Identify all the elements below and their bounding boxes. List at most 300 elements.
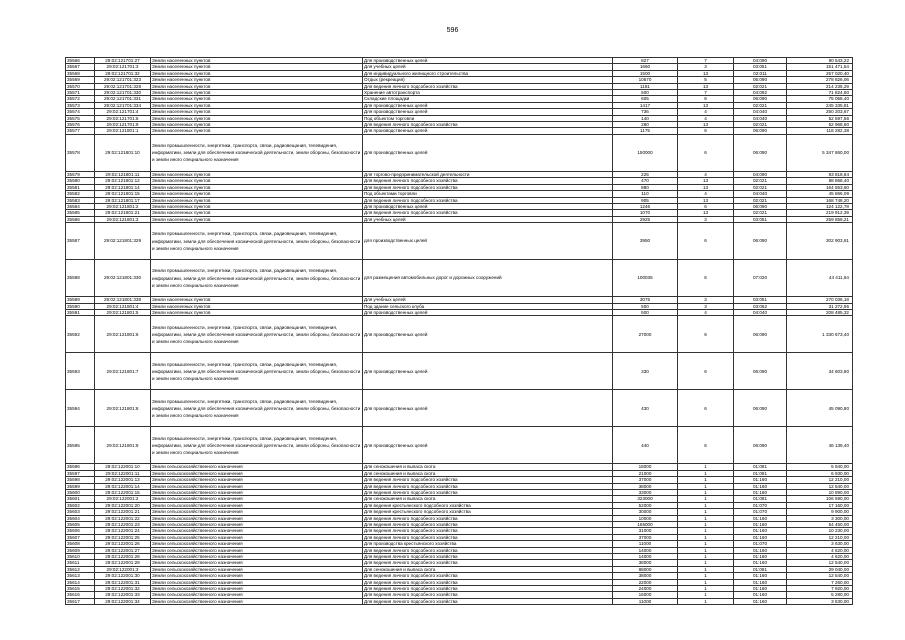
code-cell: 04:090 <box>734 58 787 64</box>
code-cell: 03:051 <box>734 216 787 222</box>
permitted-use-cell: Для производственных целей <box>363 58 613 64</box>
land-category-cell: Земли населенных пунктов <box>151 77 363 83</box>
row-number-cell: 35610 <box>66 554 95 560</box>
code-cell: 01:160 <box>734 586 787 592</box>
code-cell: 01:070 <box>734 502 787 508</box>
cadastral-number-cell: 29:02:121701:6 <box>95 115 151 121</box>
cadastral-number-cell: 29:02:121801:338 <box>95 297 151 303</box>
row-number-cell: 35581 <box>66 184 95 190</box>
permitted-use-cell: Для ведения личного подсобного хозяйства <box>363 554 613 560</box>
permitted-use-cell: Для производственных целей <box>363 427 613 464</box>
cadastral-value-cell: 208 485,32 <box>787 309 853 315</box>
area-cell: 605 <box>613 96 678 102</box>
permitted-use-cell: Для ведения личного подсобного хозяйства <box>363 560 613 566</box>
permitted-use-cell: Отдых (рекреация) <box>363 77 613 83</box>
land-category-cell: Земли населенных пунктов <box>151 96 363 102</box>
cadastral-number-cell: 29:02:121801:15 <box>95 191 151 197</box>
group-cell: 3 <box>678 297 734 303</box>
table-row <box>66 134 853 171</box>
cadastral-number-cell: 29:02:122001:32 <box>95 586 151 592</box>
land-category-cell: Земли населенных пунктов <box>151 109 363 115</box>
row-number-cell: 35597 <box>66 470 95 476</box>
row-number-cell: 35593 <box>66 353 95 390</box>
cadastral-value-cell: 71 824,60 <box>787 90 853 96</box>
group-cell: 7 <box>678 90 734 96</box>
land-category-cell: Земли сельскохозяйственного назначения <box>151 592 363 598</box>
permitted-use-cell: Для ведения личного подсобного хозяйства <box>363 573 613 579</box>
code-cell: 01:081 <box>734 464 787 470</box>
cadastral-number-cell: 29:02:122001:13 <box>95 477 151 483</box>
code-cell: 01:160 <box>734 528 787 534</box>
land-category-cell: Земли населенных пунктов <box>151 102 363 108</box>
code-cell: 04:040 <box>734 191 787 197</box>
area-cell: 330 <box>613 353 678 390</box>
code-cell: 01:160 <box>734 534 787 540</box>
cadastral-value-cell: 34 603,80 <box>787 353 853 390</box>
cadastral-value-cell: 52 968,80 <box>787 122 853 128</box>
cadastral-value-cell: 90 543,22 <box>787 58 853 64</box>
row-number-cell: 35569 <box>66 77 95 83</box>
code-cell: 06:090 <box>734 134 787 171</box>
cadastral-number-cell: 29:02:121801:17 <box>95 197 151 203</box>
row-number-cell: 35603 <box>66 509 95 515</box>
cadastral-value-cell: 12 540,00 <box>787 483 853 489</box>
permitted-use-cell: Для производственных целей <box>363 353 613 390</box>
group-cell: 1 <box>678 592 734 598</box>
row-number-cell: 35613 <box>66 573 95 579</box>
group-cell: 3 <box>678 64 734 70</box>
cadastral-value-cell: 88 868,40 <box>787 178 853 184</box>
land-category-cell: Земли населенных пунктов <box>151 184 363 190</box>
row-number-cell: 35586 <box>66 216 95 222</box>
land-category-cell: Земли промышленности, энергетики, транспорта, связи, радиовещания, телевидения, информатики, земли для обеспечения космической деятельности, земли обороны, безопасности и земли иного специального назначения <box>151 260 363 297</box>
row-number-cell: 35608 <box>66 541 95 547</box>
land-category-cell: Земли населенных пунктов <box>151 197 363 203</box>
row-number-cell: 35596 <box>66 464 95 470</box>
cadastral-number-cell: 29:02:121801:14 <box>95 184 151 190</box>
cadastral-number-cell: 29:02:122001:26 <box>95 541 151 547</box>
cadastral-value-cell: 3 300,00 <box>787 515 853 521</box>
land-category-cell: Земли населенных пунктов <box>151 171 363 177</box>
group-cell: 1 <box>678 579 734 585</box>
table-body <box>66 58 853 605</box>
group-cell: 1 <box>678 502 734 508</box>
cadastral-number-cell: 29:02:121801:10 <box>95 134 151 171</box>
permitted-use-cell: Для ведения личного подсобного хозяйства <box>363 547 613 553</box>
area-cell: 880 <box>613 184 678 190</box>
land-category-cell: Земли промышленности, энергетики, транспорта, связи, радиовещания, телевидения, информатики, земли для обеспечения космической деятельности, земли обороны, безопасности и земли иного специального назначения <box>151 353 363 390</box>
row-number-cell: 35579 <box>66 171 95 177</box>
land-category-cell: Земли населенных пунктов <box>151 70 363 76</box>
cadastral-value-cell: 151 471,54 <box>787 64 853 70</box>
group-cell: 1 <box>678 598 734 604</box>
code-cell: 02:021 <box>734 197 787 203</box>
group-cell: 1 <box>678 489 734 495</box>
code-cell: 06:090 <box>734 96 787 102</box>
cadastral-number-cell: 29:02:121701:27 <box>95 58 151 64</box>
permitted-use-cell: Для ведения крестьянского подсобного хозяйства <box>363 509 613 515</box>
cadastral-number-cell: 29:02:122001:34 <box>95 598 151 604</box>
group-cell: 5 <box>678 77 734 83</box>
cadastral-number-cell: 29:02:121801:21 <box>95 210 151 216</box>
area-cell: 100035 <box>613 260 678 297</box>
code-cell: 01:160 <box>734 547 787 553</box>
land-category-cell: Земли населенных пунктов <box>151 58 363 64</box>
permitted-use-cell: Для ведения личного подсобного хозяйства <box>363 489 613 495</box>
row-number-cell: 35612 <box>66 566 95 572</box>
table-row <box>66 316 853 353</box>
area-cell: 1070 <box>613 210 678 216</box>
cadastral-value-cell: 12 210,00 <box>787 534 853 540</box>
area-cell: 33000 <box>613 489 678 495</box>
cadastral-number-cell: 29:02:122001:15 <box>95 489 151 495</box>
cadastral-value-cell: 54 450,00 <box>787 522 853 528</box>
area-cell: 440 <box>613 427 678 464</box>
land-category-cell: Земли населенных пунктов <box>151 128 363 134</box>
cadastral-value-cell: 9 900,00 <box>787 509 853 515</box>
area-cell: 37000 <box>613 477 678 483</box>
table-row <box>66 223 853 260</box>
group-cell: 6 <box>678 260 734 297</box>
group-cell: 1 <box>678 573 734 579</box>
land-category-cell: Земли населенных пунктов <box>151 303 363 309</box>
area-cell: 1181 <box>613 83 678 89</box>
row-number-cell: 35570 <box>66 83 95 89</box>
group-cell: 6 <box>678 390 734 427</box>
code-cell: 01:160 <box>734 522 787 528</box>
group-cell: 4 <box>678 309 734 315</box>
cadastral-number-cell: 29:02:121701:3 <box>95 64 151 70</box>
cadastral-number-cell: 29:02:122001:33 <box>95 592 151 598</box>
land-category-cell: Земли сельскохозяйственного назначения <box>151 573 363 579</box>
permitted-use-cell: Для производства крестьянского хозяйства <box>363 541 613 547</box>
area-cell: 14000 <box>613 554 678 560</box>
permitted-use-cell: Для ведения личного подсобного хозяйства <box>363 477 613 483</box>
cadastral-number-cell: 29:02:122001:14 <box>95 483 151 489</box>
area-cell: 225 <box>613 171 678 177</box>
cadastral-number-cell: 29:02:122001:23 <box>95 522 151 528</box>
land-category-cell: Земли сельскохозяйственного назначения <box>151 502 363 508</box>
cadastral-number-cell: 29:02:121801:3 <box>95 216 151 222</box>
area-cell: 31000 <box>613 528 678 534</box>
land-category-cell: Земли сельскохозяйственного назначения <box>151 470 363 476</box>
code-cell: 01:081 <box>734 566 787 572</box>
land-category-cell: Земли сельскохозяйственного назначения <box>151 489 363 495</box>
land-category-cell: Земли сельскохозяйственного назначения <box>151 560 363 566</box>
cadastral-value-cell: 75 058,40 <box>787 96 853 102</box>
land-category-cell: Земли промышленности, энергетики, транспорта, связи, радиовещания, телевидения, информатики, земли для обеспечения космической деятельности, земли обороны, безопасности и земли иного специального назначения <box>151 134 363 171</box>
cadastral-number-cell: 29:02:121701:328 <box>95 83 151 89</box>
group-cell: 13 <box>678 178 734 184</box>
code-cell: 02:021 <box>734 210 787 216</box>
cadastral-value-cell: 7 260,00 <box>787 579 853 585</box>
cadastral-number-cell: 29:02:121701:334 <box>95 102 151 108</box>
cadastral-number-cell: 29:02:122001:25 <box>95 534 151 540</box>
group-cell: 1 <box>678 496 734 502</box>
group-cell: 13 <box>678 83 734 89</box>
row-number-cell: 35585 <box>66 210 95 216</box>
land-category-cell: Земли населенных пунктов <box>151 203 363 209</box>
cadastral-number-cell: 29:02:122001:3 <box>95 566 151 572</box>
code-cell: 01:070 <box>734 541 787 547</box>
code-cell: 06:090 <box>734 223 787 260</box>
cadastral-number-cell: 29:02:121801:4 <box>95 303 151 309</box>
cadastral-number-cell: 29:02:122001:30 <box>95 573 151 579</box>
cadastral-number-cell: 29:02:122001:22 <box>95 515 151 521</box>
permitted-use-cell: Для производственных целей <box>363 203 613 209</box>
row-number-cell: 35582 <box>66 191 95 197</box>
permitted-use-cell: Для ведения личного подсобного хозяйства <box>363 592 613 598</box>
cadastral-value-cell: 245 335,81 <box>787 102 853 108</box>
area-cell: 22000 <box>613 579 678 585</box>
permitted-use-cell: Для ведения личного подсобного хозяйства <box>363 515 613 521</box>
permitted-use-cell: Для сенокошения и выпаса скота <box>363 470 613 476</box>
row-number-cell: 35589 <box>66 297 95 303</box>
cadastral-number-cell: 29:02:121701:323 <box>95 77 151 83</box>
cadastral-value-cell: 214 235,29 <box>787 83 853 89</box>
area-cell: 3075 <box>613 297 678 303</box>
code-cell: 01:081 <box>734 470 787 476</box>
cadastral-table <box>65 57 853 605</box>
cadastral-number-cell: 29:02:121801:329 <box>95 223 151 260</box>
permitted-use-cell: Складские площадки <box>363 96 613 102</box>
cadastral-number-cell: 29:02:122001:2 <box>95 496 151 502</box>
code-cell: 01:160 <box>734 579 787 585</box>
group-cell: 1 <box>678 547 734 553</box>
cadastral-value-cell: 168 748,20 <box>787 197 853 203</box>
group-cell: 1 <box>678 477 734 483</box>
row-number-cell: 35590 <box>66 303 95 309</box>
code-cell: 01:160 <box>734 573 787 579</box>
cadastral-number-cell: 29:02:121801:12 <box>95 178 151 184</box>
area-cell: 52000 <box>613 502 678 508</box>
land-category-cell: Земли сельскохозяйственного назначения <box>151 598 363 604</box>
permitted-use-cell: Для ведения личного подсобного хозяйства <box>363 534 613 540</box>
cadastral-value-cell: 4 620,00 <box>787 547 853 553</box>
group-cell: 1 <box>678 566 734 572</box>
code-cell: 01:160 <box>734 554 787 560</box>
area-cell: 27000 <box>613 316 678 353</box>
code-cell: 01:160 <box>734 560 787 566</box>
permitted-use-cell: Для ведения личного подсобного хозяйства <box>363 522 613 528</box>
cadastral-number-cell: 29:02:122001:29 <box>95 560 151 566</box>
land-category-cell: Земли населенных пунктов <box>151 83 363 89</box>
permitted-use-cell: Под объектом торговли <box>363 115 613 121</box>
code-cell: 01:160 <box>734 477 787 483</box>
permitted-use-cell: Для сенокошения и выпаса скота <box>363 496 613 502</box>
permitted-use-cell: Для производственных целей <box>363 316 613 353</box>
permitted-use-cell: Для производственных целей <box>363 128 613 134</box>
cadastral-value-cell: 250 203,67 <box>787 109 853 115</box>
cadastral-number-cell: 29:02:122001:21 <box>95 509 151 515</box>
cadastral-number-cell: 29:02:122001:28 <box>95 554 151 560</box>
code-cell: 01:160 <box>734 598 787 604</box>
code-cell: 06:090 <box>734 128 787 134</box>
group-cell: 6 <box>678 353 734 390</box>
row-number-cell: 35607 <box>66 534 95 540</box>
row-number-cell: 35583 <box>66 197 95 203</box>
row-number-cell: 35598 <box>66 477 95 483</box>
group-cell: 6 <box>678 203 734 209</box>
permitted-use-cell: Хранение автотранспорта <box>363 90 613 96</box>
cadastral-value-cell: 5 940,00 <box>787 464 853 470</box>
row-number-cell: 35566 <box>66 58 95 64</box>
code-cell: 02:011 <box>734 70 787 76</box>
cadastral-value-cell: 12 210,00 <box>787 477 853 483</box>
code-cell: 02:021 <box>734 102 787 108</box>
group-cell: 1 <box>678 515 734 521</box>
land-category-cell: Земли населенных пунктов <box>151 64 363 70</box>
group-cell: 13 <box>678 184 734 190</box>
cadastral-number-cell: 29:02:121701:9 <box>95 122 151 128</box>
cadastral-number-cell: 29:02:122001:11 <box>95 470 151 476</box>
group-cell: 1 <box>678 528 734 534</box>
area-cell: 500 <box>613 309 678 315</box>
area-cell: 3950 <box>613 223 678 260</box>
code-cell: 07:020 <box>734 260 787 297</box>
group-cell: 1 <box>678 522 734 528</box>
permitted-use-cell: Для учебных целей <box>363 64 613 70</box>
row-number-cell: 35573 <box>66 102 95 108</box>
row-number-cell: 35578 <box>66 134 95 171</box>
cadastral-number-cell: 29:02:121801:5 <box>95 309 151 315</box>
group-cell: 1 <box>678 464 734 470</box>
permitted-use-cell: Для сенокошения и выпаса скота <box>363 464 613 470</box>
row-number-cell: 35588 <box>66 260 95 297</box>
cadastral-number-cell: 29:02:121801:330 <box>95 260 151 297</box>
land-category-cell: Земли сельскохозяйственного назначения <box>151 547 363 553</box>
cadastral-number-cell: 29:02:121801:7 <box>95 353 151 390</box>
permitted-use-cell: Для ведения крестьянского подсобного хозяйства <box>363 502 613 508</box>
code-cell: 01:160 <box>734 483 787 489</box>
permitted-use-cell: Для ведения личного подсобного хозяйства <box>363 197 613 203</box>
row-number-cell: 35599 <box>66 483 95 489</box>
permitted-use-cell: Для производственных целей <box>363 309 613 315</box>
code-cell: 02:021 <box>734 184 787 190</box>
cadastral-value-cell: 46 139,40 <box>787 427 853 464</box>
cadastral-value-cell: 259 856,21 <box>787 216 853 222</box>
land-category-cell: Земли сельскохозяйственного назначения <box>151 464 363 470</box>
land-category-cell: Земли сельскохозяйственного назначения <box>151 515 363 521</box>
group-cell: 13 <box>678 210 734 216</box>
area-cell: 38000 <box>613 573 678 579</box>
land-category-cell: Земли населенных пунктов <box>151 210 363 216</box>
area-cell: 16000 <box>613 592 678 598</box>
permitted-use-cell: для размещения автомобильных дорог и дорожных сооружений <box>363 260 613 297</box>
land-category-cell: Земли сельскохозяйственного назначения <box>151 528 363 534</box>
land-category-cell: Земли населенных пунктов <box>151 216 363 222</box>
row-number-cell: 35617 <box>66 598 95 604</box>
area-cell: 10000 <box>613 515 678 521</box>
area-cell: 1246 <box>613 203 678 209</box>
row-number-cell: 35580 <box>66 178 95 184</box>
permitted-use-cell: Для ведения личного подсобного хозяйства <box>363 528 613 534</box>
land-category-cell: Земли промышленности, энергетики, транспорта, связи, радиовещания, телевидения, информатики, земли для обеспечения космической деятельности, земли обороны, безопасности и земли иного специального назначения <box>151 390 363 427</box>
row-number-cell: 35601 <box>66 496 95 502</box>
row-number-cell: 35595 <box>66 427 95 464</box>
cadastral-number-cell: 29:02:121801:8 <box>95 390 151 427</box>
cadastral-value-cell: 106 590,00 <box>787 496 853 502</box>
permitted-use-cell: Под объектами торговли <box>363 191 613 197</box>
land-category-cell: Земли населенных пунктов <box>151 297 363 303</box>
cadastral-number-cell: 29:02:122001:27 <box>95 547 151 553</box>
table-row <box>66 390 853 427</box>
row-number-cell: 35587 <box>66 223 95 260</box>
group-cell: 13 <box>678 70 734 76</box>
row-number-cell: 35615 <box>66 586 95 592</box>
code-cell: 01:160 <box>734 515 787 521</box>
cadastral-value-cell: 12 540,00 <box>787 560 853 566</box>
group-cell: 1 <box>678 554 734 560</box>
code-cell: 06:090 <box>734 316 787 353</box>
permitted-use-cell: Для производственных целей <box>363 134 613 171</box>
cadastral-value-cell: 93 818,84 <box>787 171 853 177</box>
row-number-cell: 35616 <box>66 592 95 598</box>
permitted-use-cell: Для ведения личного подсобного хозяйства <box>363 598 613 604</box>
row-number-cell: 35611 <box>66 560 95 566</box>
group-cell: 4 <box>678 109 734 115</box>
code-cell: 01:081 <box>734 496 787 502</box>
row-number-cell: 35584 <box>66 203 95 209</box>
permitted-use-cell: Для торгово-предпринимательской деятельности <box>363 171 613 177</box>
land-category-cell: Земли сельскохозяйственного назначения <box>151 509 363 515</box>
permitted-use-cell: Под здание сельского клуба <box>363 303 613 309</box>
cadastral-value-cell: 5 347 860,00 <box>787 134 853 171</box>
code-cell: 04:092 <box>734 90 787 96</box>
area-cell: 827 <box>613 58 678 64</box>
land-category-cell: Земли сельскохозяйственного назначения <box>151 554 363 560</box>
cadastral-value-cell: 302 903,61 <box>787 223 853 260</box>
area-cell: 500 <box>613 303 678 309</box>
row-number-cell: 35567 <box>66 64 95 70</box>
area-cell: 1175 <box>613 128 678 134</box>
cadastral-value-cell: 52 597,56 <box>787 115 853 121</box>
cadastral-value-cell: 257 020,40 <box>787 70 853 76</box>
cadastral-number-cell: 29:02:121801:9 <box>95 427 151 464</box>
permitted-use-cell: Для ведения личного подсобного хозяйства <box>363 122 613 128</box>
row-number-cell: 35574 <box>66 109 95 115</box>
permitted-use-cell: Для учебных целей <box>363 297 613 303</box>
area-cell: 18000 <box>613 464 678 470</box>
group-cell: 1 <box>678 509 734 515</box>
group-cell: 13 <box>678 102 734 108</box>
cadastral-number-cell: 29:02:121801:2 <box>95 203 151 209</box>
row-number-cell: 35571 <box>66 90 95 96</box>
row-number-cell: 35609 <box>66 547 95 553</box>
land-category-cell: Земли промышленности, энергетики, транспорта, связи, радиовещания, телевидения, информатики, земли для обеспечения космической деятельности, земли обороны, безопасности и земли иного специального назначения <box>151 427 363 464</box>
area-cell: 24000 <box>613 586 678 592</box>
cadastral-value-cell: 118 282,38 <box>787 128 853 134</box>
group-cell: 3 <box>678 216 734 222</box>
code-cell: 03:051 <box>734 64 787 70</box>
row-number-cell: 35572 <box>66 96 95 102</box>
permitted-use-cell: Для ведения личного подсобного хозяйства <box>363 483 613 489</box>
area-cell: 165000 <box>613 522 678 528</box>
area-cell: 38000 <box>613 560 678 566</box>
cadastral-value-cell: 45 090,80 <box>787 390 853 427</box>
land-category-cell: Земли населенных пунктов <box>151 90 363 96</box>
area-cell: 30000 <box>613 509 678 515</box>
group-cell: 6 <box>678 223 734 260</box>
land-category-cell: Земли сельскохозяйственного назначения <box>151 496 363 502</box>
permitted-use-cell: Для ведения личного подсобного хозяйства <box>363 579 613 585</box>
cadastral-number-cell: 29:02:122001:10 <box>95 464 151 470</box>
land-category-cell: Земли сельскохозяйственного назначения <box>151 522 363 528</box>
area-cell: 736 <box>613 109 678 115</box>
area-cell: 11000 <box>613 541 678 547</box>
land-category-cell: Земли промышленности, энергетики, транспорта, связи, радиовещания, телевидения, информатики, земли для обеспечения космической деятельности, земли обороны, безопасности и земли иного специального назначения <box>151 316 363 353</box>
code-cell: 06:090 <box>734 203 787 209</box>
